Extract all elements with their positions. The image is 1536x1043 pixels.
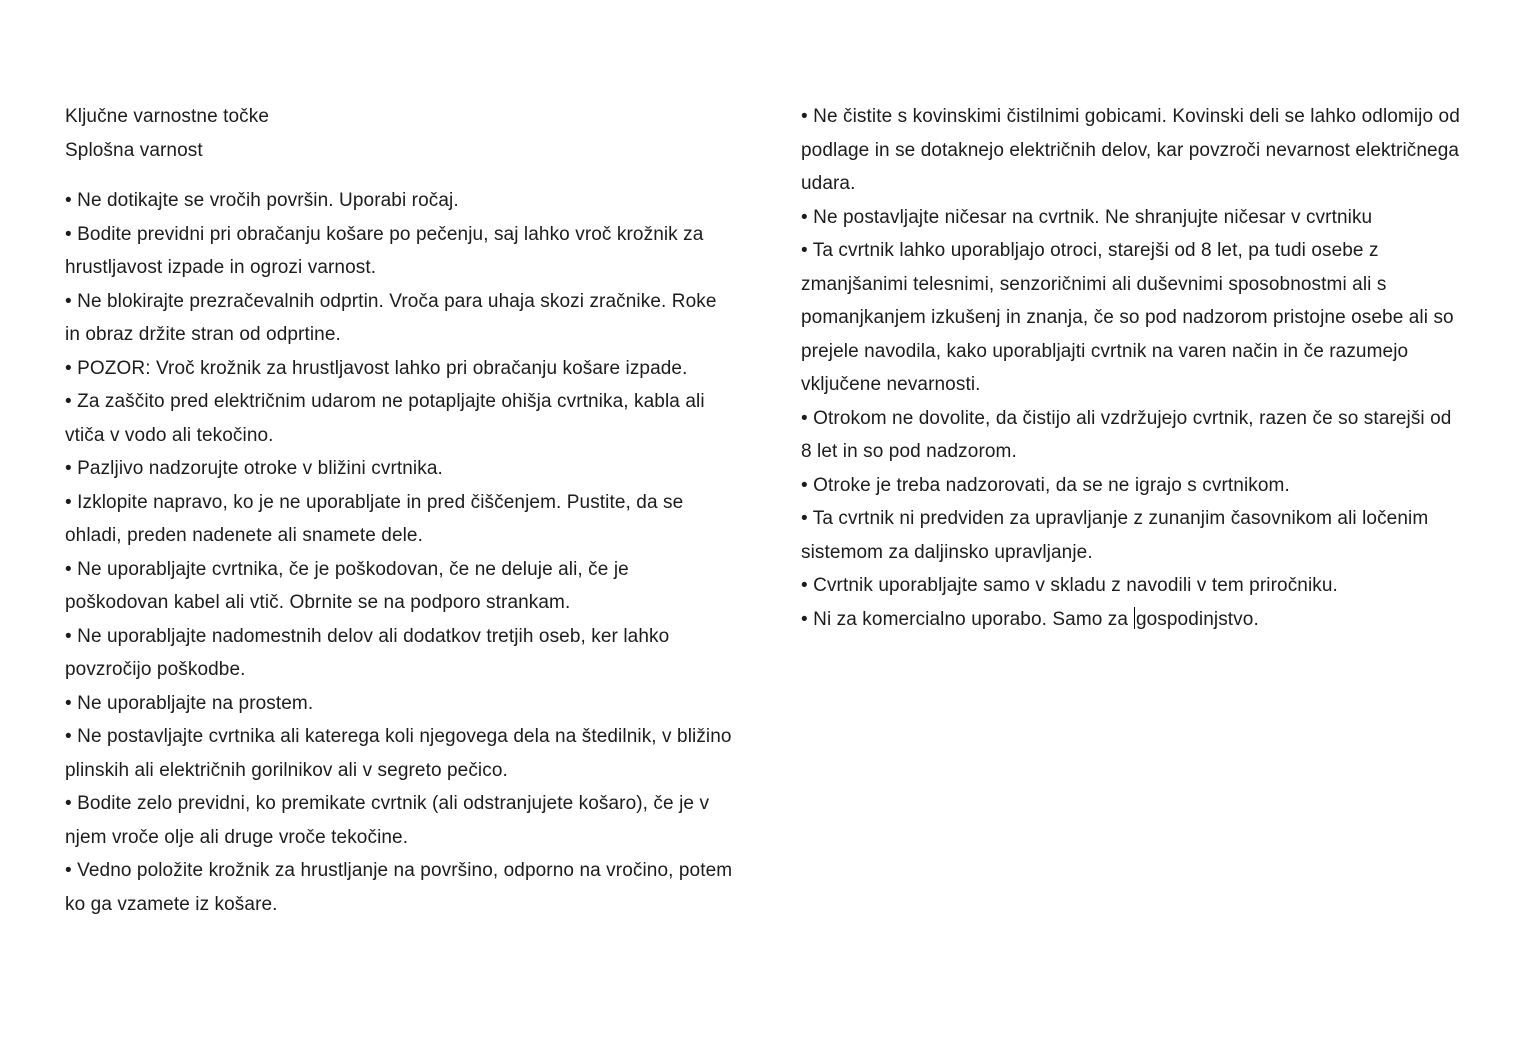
bullet-item: • Pazljivo nadzorujte otroke v bližini cvrtnika. <box>65 458 443 479</box>
bullet-item: • Ne dotikajte se vročih površin. Uporabi ročaj. <box>65 190 459 211</box>
text-before-cursor: • Ni za komercialno uporabo. Samo za <box>801 608 1134 630</box>
bullet-item: • Ne čistite s kovinskimi čistilnimi gobicami. Kovinski deli se lahko odlomijo od podlage in se dotaknejo električnih delov, kar povzroči nevarnost električnega udara. <box>801 106 1466 194</box>
bullet-item: • Ne postavljajte ničesar na cvrtnik. Ne shranjujte ničesar v cvrtniku <box>801 206 1373 228</box>
bullet-item: • Za zaščito pred električnim udarom ne potapljajte ohišja cvrtnika, kabla ali vtiča v vodo ali tekočino. <box>65 391 711 446</box>
bullet-item: • Otrokom ne dovolite, da čistijo ali vzdržujejo cvrtnik, razen če so starejši od 8 let in so pod nadzorom. <box>801 407 1457 462</box>
bullet-item: • Ta cvrtnik lahko uporabljajo otroci, starejši od 8 let, pa tudi osebe z zmanjšanimi telesnimi, senzoričnimi ali duševnimi sposobnostmi ali s pomanjkanjem izkušenj in znanja, če so pod nadzorom pristojne osebe ali so prejele navodila, kako uporabljajti cvrtnik na varen način in če razumejo vključene nevarnosti. <box>801 240 1460 395</box>
section-subtitle: Splošna varnost <box>65 139 203 161</box>
bullet-item: • Ta cvrtnik ni predviden za upravljanje z zunanjim časovnikom ali ločenim sistemom za daljinsko upravljanje. <box>801 508 1434 563</box>
bullet-item: • Ne uporabljajte na prostem. <box>65 692 314 714</box>
left-column <box>65 100 738 921</box>
bullet-item: • Vedno položite krožnik za hrustljanje na površino, odporno na vročino, potem ko ga vzamete iz košare. <box>65 860 738 915</box>
bullet-item: • Bodite previdni pri obračanju košare po pečenju, saj lahko vroč krožnik za hrustljavost izpade in ogrozi varnost. <box>65 223 709 278</box>
bullet-item: • Otroke je treba nadzorovati, da se ne igrajo s cvrtnikom. <box>801 474 1290 496</box>
bullet-item: • Izklopite napravo, ko je ne uporabljate in pred čiščenjem. Pustite, da se ohladi, preden nadenete ali snamete dele. <box>65 491 689 546</box>
bullet-item: • Ne uporabljajte cvrtnika, če je poškodovan, če ne deluje ali, če je poškodovan kabel ali vtič. Obrnite se na podporo strankam. <box>65 558 635 613</box>
section-headings <box>65 100 733 167</box>
bullet-item-with-cursor <box>801 603 1466 637</box>
bullet-item: • Ne blokirajte prezračevalnih odprtin. Vroča para uhaja skozi zračnike. Roke in obraz držite stran od odprtine. <box>65 290 722 345</box>
right-column <box>801 100 1466 636</box>
bullet-item: • POZOR: Vroč krožnik za hrustljavost lahko pri obračanju košare izpade. <box>65 357 688 379</box>
bullet-item: • Ne postavljajte cvrtnika ali katerega koli njegovega dela na štedilnik, v bližino plinskih ali električnih gorilnikov ali v segreto pečico. <box>65 726 737 781</box>
text-after-cursor: gospodinjstvo. <box>1135 608 1259 630</box>
bullet-item: • Bodite zelo previdni, ko premikate cvrtnik (ali odstranjujete košaro), če je v njem vroče olje ali druge vroče tekočine. <box>65 793 715 848</box>
section-title: Ključne varnostne točke <box>65 106 270 127</box>
bullet-item: • Ne uporabljajte nadomestnih delov ali dodatkov tretjih oseb, ker lahko povzročijo poškodbe. <box>65 625 675 680</box>
bullet-item: • Cvrtnik uporabljajte samo v skladu z navodili v tem priročniku. <box>801 575 1338 596</box>
